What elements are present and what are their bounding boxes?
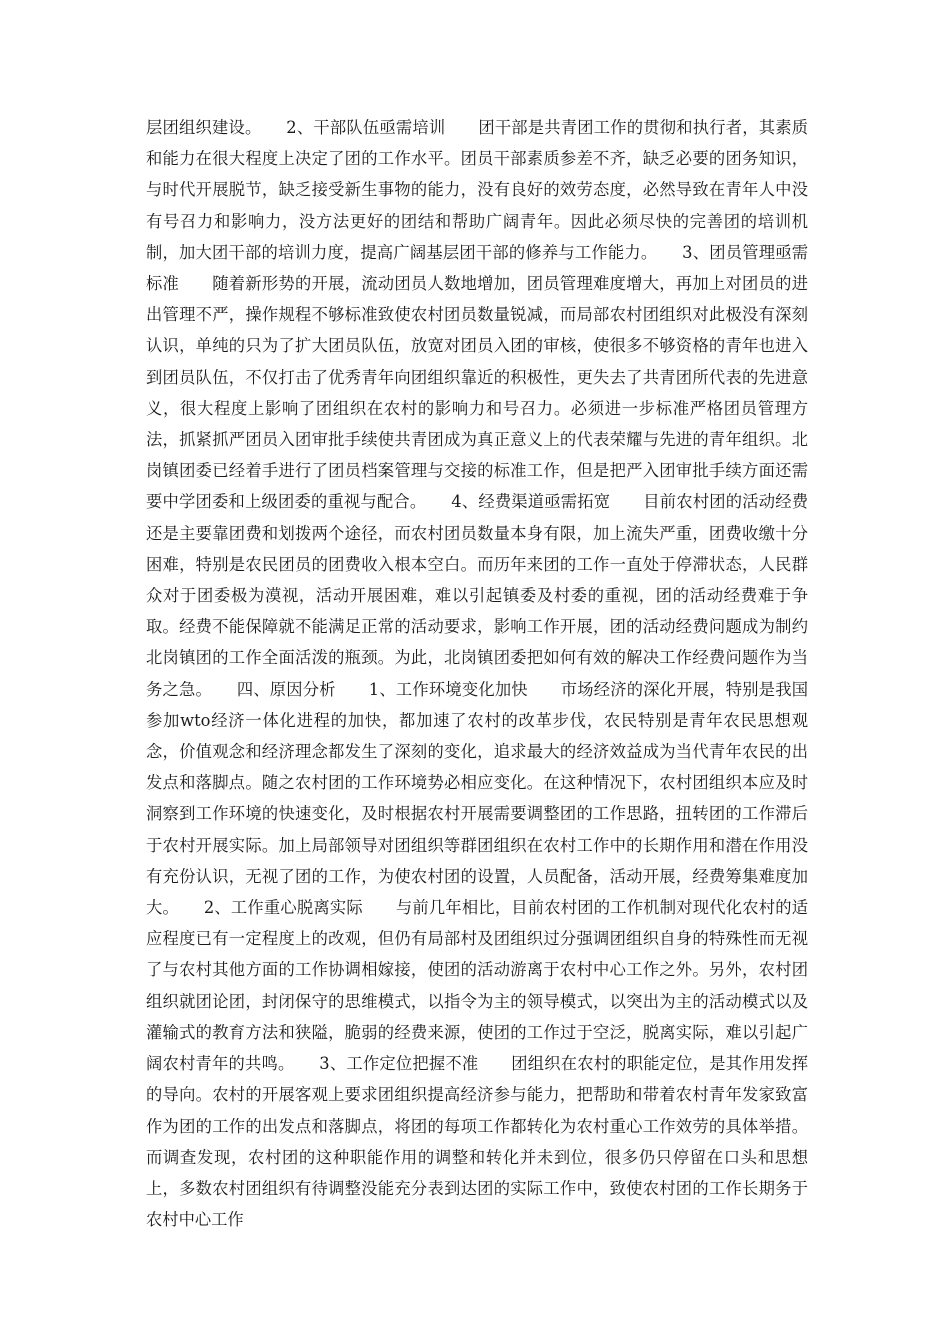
body-paragraph: 层团组织建设。 2、干部队伍亟需培训 团干部是共青团工作的贯彻和执行者，其素质和能力在很大程度上决定了团的工作水平。团员干部素质参差不齐，缺乏必要的团务知识，与时代开展脱节，缺乏接受新生事物的能力，没有良好的效劳态度，必然导致在青年人中没有号召力和影响力，没方法更好的团结和帮助广阔青年。因此必须尽快的完善团的培训机制，加大团干部的培训力度，提高广阔基层团干部的修养与工作能力。 3、团员管理亟需标准 随着新形势的开展，流动团员人数地增加，团员管理难度增大，再加上对团员的进出管理不严，操作规程不够标准致使农村团员数量锐减，而局部农村团组织对此极没有深刻认识，单纯的只为了扩大团员队伍，放宽对团员入团的审核，使很多不够资格的青年也进入到团员队伍，不仅打击了优秀青年向团组织靠近的积极性，更失去了共青团所代表的先进意义，很大程度上影响了团组织在农村的影响力和号召力。必须进一步标准严格团员管理方法，抓紧抓严团员入团审批手续使共青团成为真正意义上的代表荣耀与先进的青年组织。北岗镇团委已经着手进行了团员档案管理与交接的标准工作，但是把严入团审批手续方面还需要中学团委和上级团委的重视与配合。 4、经费渠道亟需拓宽 目前农村团的活动经费还是主要靠团费和划拨两个途径，而农村团员数量本身有限，加上流失严重，团费收缴十分困难，特别是农民团员的团费收入根本空白。而历年来团的工作一直处于停滞状态，人民群众对于团委极为漠视，活动开展困难，难以引起镇委及村委的重视，团的活动经费难于争取。经费不能保障就不能满足正常的活动要求，影响工作开展，团的活动经费问题成为制约北岗镇团的工作全面活泼的瓶颈。为此，北岗镇团委把如何有效的解决工作经费问题作为当务之急。 四、原因分析 1、工作环境变化加快 市场经济的深化开展，特别是我国参加wto经济一体化进程的加快，都加速了农村的改革步伐，农民特别是青年农民思想观念，价值观念和经济理念都发生了深刻的变化，追求最大的经济效益成为当代青年农民的出发点和落脚点。随之农村团的工作环境势必相应变化。在这种情况下，农村团组织本应及时洞察到工作环境的快速变化，及时根据农村开展需要调整团的工作思路，扭转团的工作滞后于农村开展实际。加上局部领导对团组织等群团组织在农村工作中的长期作用和潜在作用没有充份认识，无视了团的工作，为使农村团的设置，人员配备，活动开展，经费筹集难度加大。 2、工作重心脱离实际 与前几年相比，目前农村团的工作机制对现代化农村的适应程度已有一定程度上的改观，但仍有局部村及团组织过分强调团组织自身的特殊性而无视了与农村其他方面的工作协调相嫁接，使团的活动游离于农村中心工作之外。另外，农村团组织就团论团，封闭保守的思维模式，以指令为主的领导模式，以突出为主的活动模式以及灌输式的教育方法和狭隘，脆弱的经费来源，使团的工作过于空泛，脱离实际，难以引起广阔农村青年的共鸣。 3、工作定位把握不准 团组织在农村的职能定位，是其作用发挥的导向。农村的开展客观上要求团组织提高经济参与能力，把帮助和带着农村青年发家致富作为团的工作的出发点和落脚点，将团的每项工作都转化为农村重心工作效劳的具体举措。而调查发现，农村团的这种职能作用的调整和转化并未到位，很多仍只停留在口头和思想上，多数农村团组织有待调整没能充分表到达团的实际工作中，致使农村团的工作长期务于农村中心工作 <box>146 118 808 1230</box>
